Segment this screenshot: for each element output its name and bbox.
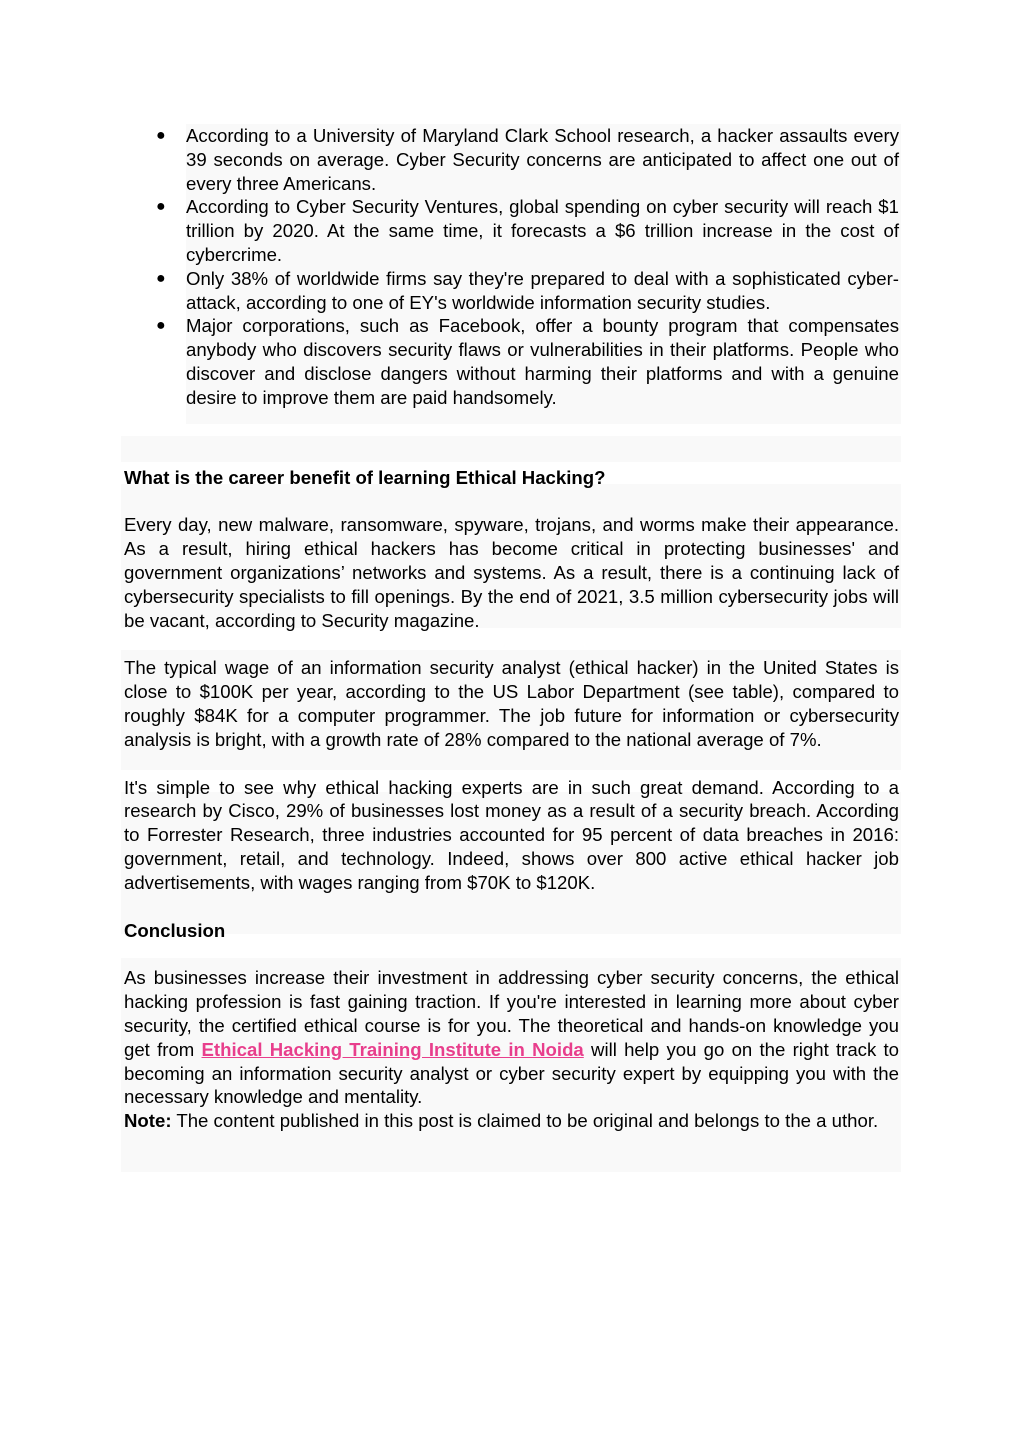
list-item xyxy=(124,267,899,315)
paragraph: It's simple to see why ethical hacking experts are in such great demand. According to a research by Cisco, 29% of businesses lost money as a result of a security breach. According to Forrester Research, three industries accounted for 95 percent of data breaches in 2016: government, retail, and technology. Indeed, shows over 800 active ethical hacker job advertisements, with wages ranging from $70K to $120K. xyxy=(124,776,899,893)
spacer xyxy=(124,895,899,919)
paragraph: Every day, new malware, ransomware, spyware, trojans, and worms make their appearance. As a result, hiring ethical hackers has become critical in protecting businesses' and government organizations’ networks and systems. As a result, there is a continuing lack of cybersecurity specialists to fill openings. By the end of 2021, 3.5 million cybersecurity jobs will be vacant, according to Security magazine. xyxy=(124,514,899,631)
career-benefit-heading: What is the career benefit of learning Ethical Hacking? xyxy=(124,466,606,488)
note-label: Note: xyxy=(124,1110,172,1132)
conclusion-text: will help you go on the right track to becoming an information security analyst or cyber security expert by equipping you with the necessary knowledge and mentality. xyxy=(124,1038,900,1108)
bullet-icon: ● xyxy=(156,198,166,216)
spacer xyxy=(124,632,899,656)
conclusion-paragraph xyxy=(124,966,899,1109)
list-item-text: Major corporations, such as Facebook, offer a bounty program that compensates anybody who discovers security flaws or vulnerabilities in their platforms. People who discover and disclose dangers without harming their platforms and with a genuine desire to improve them are paid handsomely. xyxy=(186,315,899,408)
training-institute-link[interactable]: Ethical Hacking Training Institute in Noida xyxy=(201,1038,584,1060)
spacer xyxy=(124,410,899,466)
document-body xyxy=(124,124,899,1133)
list-item xyxy=(124,124,899,195)
bullet-icon: ● xyxy=(156,269,166,287)
conclusion-text: As businesses increase their investment in addressing cyber security concerns, the ethical hacking profession is fast gaining traction. If you're interested in learning more about cyber security, the certified ethical course is for you. The theoretical and hands-on knowledge you get from xyxy=(124,967,899,1060)
bullet-icon: ● xyxy=(156,317,166,335)
list-item-text: According to a University of Maryland Clark School research, a hacker assaults every 39 seconds on average. Cyber Security concerns are anticipated to affect one out of every three Americans. xyxy=(186,125,899,194)
paragraph: The typical wage of an information security analyst (ethical hacker) in the United States is close to $100K per year, according to the US Labor Department (see table), compared to roughly $84K for a computer programmer. The job future for information or cybersecurity analysis is bright, with a growth rate of 28% compared to the national average of 7%. xyxy=(124,657,899,750)
statistics-list xyxy=(124,124,899,410)
list-item xyxy=(124,195,899,266)
spacer xyxy=(124,752,899,776)
list-item xyxy=(124,314,899,409)
note-paragraph xyxy=(124,1109,899,1133)
list-item-text: Only 38% of worldwide firms say they're prepared to deal with a sophisticated cyber-attack, according to one of EY's worldwide information security studies. xyxy=(186,267,899,313)
note-text: The content published in this post is claimed to be original and belongs to the a uthor. xyxy=(171,1110,879,1132)
spacer xyxy=(124,489,899,513)
list-item-text: According to Cyber Security Ventures, global spending on cyber security will reach $1 trillion by 2020. At the same time, it forecasts a $6 trillion increase in the cost of cybercrime. xyxy=(186,196,899,265)
bullet-icon: ● xyxy=(156,127,166,144)
conclusion-heading: Conclusion xyxy=(124,919,226,941)
spacer xyxy=(124,942,899,966)
